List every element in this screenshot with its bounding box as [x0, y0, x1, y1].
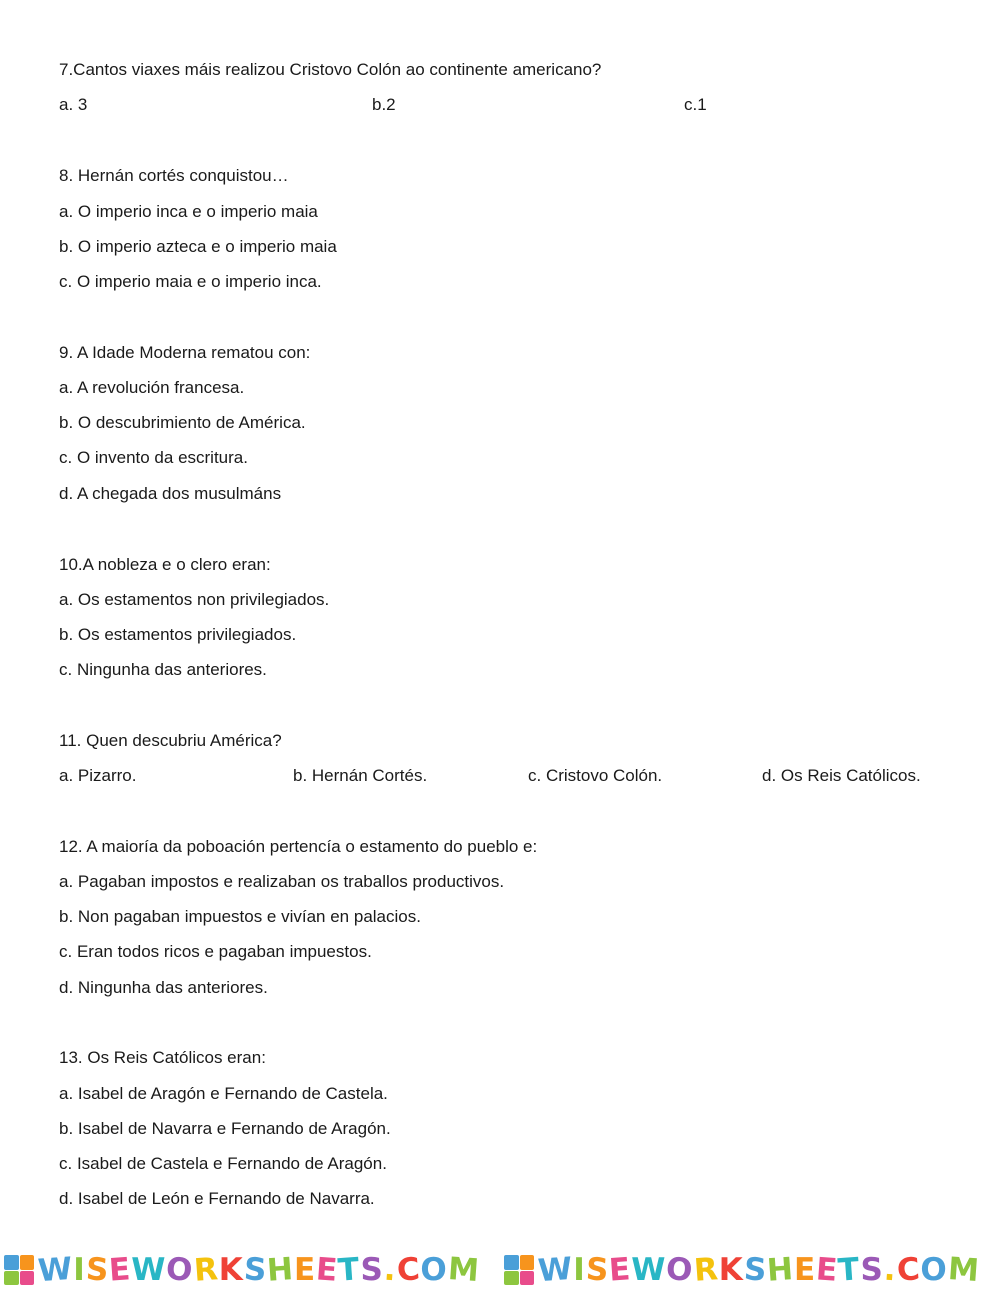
brand-letter: K [718, 1252, 744, 1288]
brand-letter: K [218, 1252, 244, 1288]
brand-letter: O [420, 1252, 448, 1288]
brand-letter: C [395, 1251, 422, 1289]
brand-letter: I [573, 1252, 586, 1288]
question-8-prompt: 8. Hernán cortés conquistou… [59, 166, 289, 185]
brand-letter: E [314, 1251, 340, 1289]
brand-letter: T [837, 1251, 862, 1289]
brand-letter: R [692, 1251, 720, 1289]
brand-letter: E [794, 1252, 817, 1288]
brand-letter: W [36, 1250, 75, 1290]
brand-letter: W [631, 1252, 667, 1288]
question-13-option-c[interactable]: c. Isabel de Castela e Fernando de Aragón. [59, 1154, 387, 1173]
brand-letter: O [665, 1251, 696, 1289]
brand-letter: H [265, 1251, 296, 1289]
question-10-option-a[interactable]: a. Os estamentos non privilegiados. [59, 590, 330, 609]
question-11-option-b[interactable]: b. Hernán Cortés. [293, 766, 428, 785]
brand-wordmark [38, 1252, 480, 1288]
brand-letter: I [73, 1252, 86, 1288]
question-7-option-a[interactable]: a. 3 [59, 95, 88, 114]
brand-letter: S [860, 1252, 884, 1288]
brand-letter: E [814, 1251, 840, 1289]
brand-logo-icon [504, 1255, 534, 1285]
question-8-option-a[interactable]: a. O imperio inca e o imperio maia [59, 202, 318, 221]
question-13-option-b[interactable]: b. Isabel de Navarra e Fernando de Aragón. [59, 1119, 391, 1138]
question-13-option-d[interactable]: d. Isabel de León e Fernando de Navarra. [59, 1189, 375, 1208]
brand-letter: . [882, 1251, 898, 1289]
brand-letter: E [107, 1251, 133, 1289]
brand-letter: . [382, 1251, 398, 1289]
question-11-option-c[interactable]: c. Cristovo Colón. [528, 766, 663, 785]
brand-letter: O [920, 1252, 948, 1288]
brand-letter: W [131, 1252, 167, 1288]
brand-letter: M [946, 1250, 981, 1290]
question-12-option-a[interactable]: a. Pagaban impostos e realizaban os traballos productivos. [59, 872, 505, 891]
question-12-option-c[interactable]: c. Eran todos ricos e pagaban impuestos. [59, 942, 372, 961]
question-10-prompt: 10.A nobleza e o clero eran: [59, 555, 271, 574]
brand-mark [4, 1252, 480, 1288]
question-9-option-c[interactable]: c. O invento da escritura. [59, 448, 248, 467]
question-11-option-d[interactable]: d. Os Reis Católicos. [762, 766, 921, 785]
footer-watermark [0, 1252, 1000, 1288]
brand-mark [504, 1252, 980, 1288]
brand-letter: S [84, 1251, 111, 1289]
brand-letter: E [294, 1252, 317, 1288]
brand-letter: S [242, 1251, 269, 1289]
brand-wordmark [538, 1252, 980, 1288]
question-8-option-c[interactable]: c. O imperio maia e o imperio inca. [59, 272, 322, 291]
question-11-prompt: 11. Quen descubriu América? [59, 731, 282, 750]
question-9-option-a[interactable]: a. A revolución francesa. [59, 378, 245, 397]
brand-letter: M [446, 1250, 481, 1290]
brand-letter: O [165, 1251, 196, 1289]
brand-letter: C [895, 1251, 922, 1289]
brand-letter: E [607, 1251, 633, 1289]
brand-letter: S [360, 1252, 384, 1288]
brand-letter: T [337, 1251, 362, 1289]
brand-letter: R [192, 1251, 220, 1289]
brand-letter: S [584, 1251, 611, 1289]
brand-letter: H [765, 1251, 796, 1289]
question-13-prompt: 13. Os Reis Católicos eran: [59, 1048, 266, 1067]
question-9-option-b[interactable]: b. O descubrimiento de América. [59, 413, 306, 432]
question-7-option-b[interactable]: b.2 [372, 95, 396, 114]
brand-letter: S [742, 1251, 769, 1289]
brand-letter: W [536, 1250, 575, 1290]
question-10-option-b[interactable]: b. Os estamentos privilegiados. [59, 625, 297, 644]
question-11-option-a[interactable]: a. Pizarro. [59, 766, 137, 785]
question-8-option-b[interactable]: b. O imperio azteca e o imperio maia [59, 237, 337, 256]
question-10-option-c[interactable]: c. Ningunha das anteriores. [59, 660, 267, 679]
question-7-prompt: 7.Cantos viaxes máis realizou Cristovo Colón ao continente americano? [59, 60, 602, 79]
brand-logo-icon [4, 1255, 34, 1285]
question-12-option-b[interactable]: b. Non pagaban impuestos e vivían en palacios. [59, 907, 421, 926]
question-9-prompt: 9. A Idade Moderna rematou con: [59, 343, 311, 362]
question-9-option-d[interactable]: d. A chegada dos musulmáns [59, 484, 282, 503]
question-13-option-a[interactable]: a. Isabel de Aragón e Fernando de Castela. [59, 1084, 388, 1103]
question-12-prompt: 12. A maioría da poboación pertencía o estamento do pueblo e: [59, 837, 538, 856]
question-12-option-d[interactable]: d. Ningunha das anteriores. [59, 978, 268, 997]
question-7-option-c[interactable]: c.1 [684, 95, 707, 114]
